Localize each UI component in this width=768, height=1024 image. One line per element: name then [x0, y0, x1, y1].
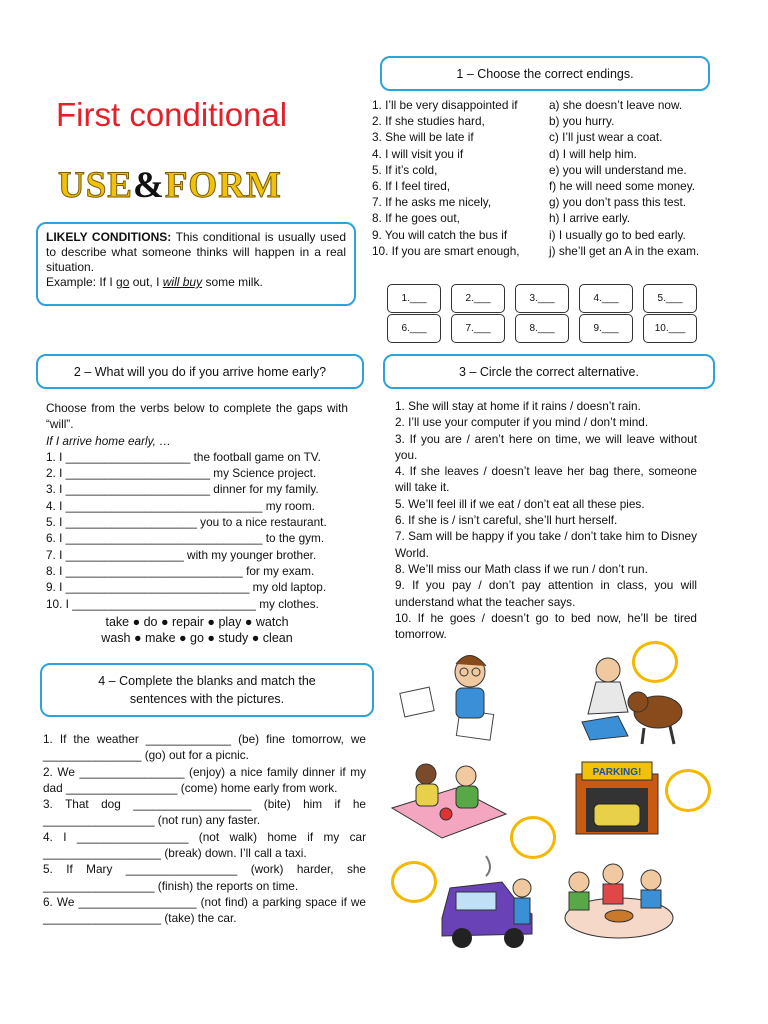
list-item: 3. That dog __________________ (bite) him if he _________________ (not run) any faster. [43, 797, 366, 828]
list-item: 4. I _________________ (not walk) home if my car __________________ (break) down. I’ll call a taxi. [43, 829, 366, 861]
list-item: 3. She will be late if [372, 130, 474, 145]
section1-header [380, 56, 710, 91]
list-item: 5. I ____________________ you to a nice restaurant. [46, 515, 327, 530]
list-item: 7. I __________________ with my younger brother. [46, 547, 317, 562]
list-item: 2. We ________________ (enjoy) a nice family dinner if my dad _________________ (come) home early from work. [43, 764, 366, 795]
list-item: 9. I ____________________________ my old laptop. [46, 580, 327, 595]
section2-header-text: 2 – What will you do if you arrive home early? [73, 364, 327, 379]
list-item: 10. I ____________________________ my clothes. [46, 596, 319, 611]
list-item: 5. We’ll feel ill if we eat / don’t eat all these pies. [395, 496, 645, 511]
list-item: d) I will help him. [549, 146, 637, 161]
list-item: h) I arrive early. [549, 211, 631, 226]
list-item: 4. If she leaves / doesn’t leave her bag there, someone will take it. [395, 464, 697, 495]
section4-header-text: 4 – Complete the blanks and match the sentences with the pictures. [98, 674, 316, 706]
section1-header-text: 1 – Choose the correct endings. [456, 66, 634, 81]
section2-lead: If I arrive home early, … [46, 433, 171, 448]
list-item: g) you don’t pass this test. [549, 195, 687, 210]
brand-form: FORM [164, 165, 282, 206]
list-item: a) she doesn’t leave now. [549, 98, 683, 112]
example-label: Example: If I [46, 275, 117, 289]
list-item: 4. I ______________________________ my room. [46, 498, 315, 513]
section3-header-text: 3 – Circle the correct alternative. [459, 364, 639, 379]
example-go: go [116, 275, 130, 289]
answer-box[interactable]: 7.___ [451, 314, 505, 343]
list-item: 2. I’ll use your computer if you mind / don’t mind. [395, 415, 649, 430]
list-item: b) you hurry. [549, 114, 615, 129]
example-end: some milk. [202, 275, 263, 289]
list-item: 8. I ___________________________ for my exam. [46, 563, 315, 578]
list-item: 2. I ______________________ my Science project. [46, 466, 317, 481]
list-item: c) I’ll just wear a coat. [549, 130, 663, 145]
answer-circle[interactable] [391, 861, 437, 903]
parking-sign-text: PARKING! [592, 767, 642, 778]
list-item: 5. If Mary _________________ (work) harder, she _________________ (finish) the reports on time. [43, 862, 366, 893]
section2-body [46, 400, 348, 612]
picnic-picture [386, 748, 511, 843]
answer-box[interactable]: 5.___ [643, 284, 697, 313]
broken-car-picture [436, 848, 546, 952]
list-item: 10. If you are smart enough, [372, 243, 520, 258]
answer-circle[interactable] [665, 769, 711, 812]
answer-box[interactable]: 6.___ [387, 314, 441, 343]
answer-box[interactable]: 1.___ [387, 284, 441, 313]
verb-bank-line1: take ● do ● repair ● play ● watch [105, 615, 289, 629]
list-item: 9. You will catch the bus if [372, 227, 508, 242]
answer-box[interactable]: 10.___ [643, 314, 697, 343]
list-item: 10. If he goes / doesn’t go to bed now, he’ll be tired tomorrow. [395, 610, 697, 642]
list-item: 2. If she studies hard, [372, 114, 485, 129]
page-title: First conditional [56, 96, 288, 133]
list-item: 6. We __________________ (not find) a parking space if we __________________ (take) the car. [43, 894, 366, 926]
example-mid: out, I [129, 275, 163, 289]
section1-right-list [549, 97, 759, 259]
list-item: j) she’ll get an A in the exam. [549, 243, 700, 258]
list-item: 4. I will visit you if [372, 146, 464, 161]
brand-amp: & [132, 165, 165, 206]
list-item: 7. Sam will be happy if you take / don’t take him to Disney World. [395, 529, 697, 560]
section4-body [43, 731, 366, 927]
list-item: 1. She will stay at home if it rains / doesn’t rain. [395, 399, 641, 413]
list-item: 3. If you are / aren’t here on time, we will leave without you. [395, 431, 697, 462]
stressed-student-picture [398, 650, 508, 745]
section3-body [395, 398, 697, 642]
likely-conditions-box [36, 222, 356, 306]
list-item: e) you will understand me. [549, 162, 687, 177]
likely-text: This conditional is usually used to describe what someone thinks will happen in a real situation. [46, 230, 347, 274]
brand-use: USE [58, 165, 133, 206]
use-and-form-logo [58, 164, 282, 207]
list-item: 1. I ___________________ the football game on TV. [46, 449, 321, 464]
list-item: 6. If she is / isn’t careful, she’ll hurt herself. [395, 513, 618, 528]
section3-header [383, 354, 715, 389]
answer-box[interactable]: 9.___ [579, 314, 633, 343]
list-item: 5. If it’s cold, [372, 162, 438, 177]
list-item: 8. We’ll miss our Math class if we run / don’t run. [395, 561, 648, 576]
section2-header [36, 354, 364, 389]
list-item: 1. If the weather _____________ (be) fine tomorrow, we _______________ (go) out for a picnic. [43, 732, 366, 763]
verb-bank [46, 614, 348, 646]
parking-garage-picture [572, 758, 662, 836]
list-item: 3. I ______________________ dinner for my family. [46, 482, 319, 497]
list-item: f) he will need some money. [549, 179, 695, 194]
list-item: 8. If he goes out, [372, 211, 460, 226]
verb-bank-line2: wash ● make ● go ● study ● clean [101, 631, 293, 645]
list-item: 1. I’ll be very disappointed if [372, 98, 518, 112]
answer-circle[interactable] [632, 641, 678, 683]
list-item: 7. If he asks me nicely, [372, 195, 492, 210]
list-item: 9. If you pay / don’t pay attention in class, you will understand what the teacher says. [395, 578, 697, 609]
list-item: 6. If I feel tired, [372, 179, 451, 194]
answer-box[interactable]: 4.___ [579, 284, 633, 313]
section2-intro: Choose from the verbs below to complete the gaps with “will”. [46, 401, 348, 432]
answer-box[interactable]: 2.___ [451, 284, 505, 313]
list-item: 6. I ______________________________ to the gym. [46, 531, 325, 546]
list-item: i) I usually go to bed early. [549, 227, 686, 242]
likely-label: LIKELY CONDITIONS: [46, 230, 172, 244]
section1-left-list [372, 97, 542, 259]
family-dinner-picture [557, 852, 682, 952]
example-will-buy: will buy [162, 275, 203, 289]
answer-box[interactable]: 8.___ [515, 314, 569, 343]
answer-box[interactable]: 3.___ [515, 284, 569, 313]
section4-header [40, 663, 374, 717]
